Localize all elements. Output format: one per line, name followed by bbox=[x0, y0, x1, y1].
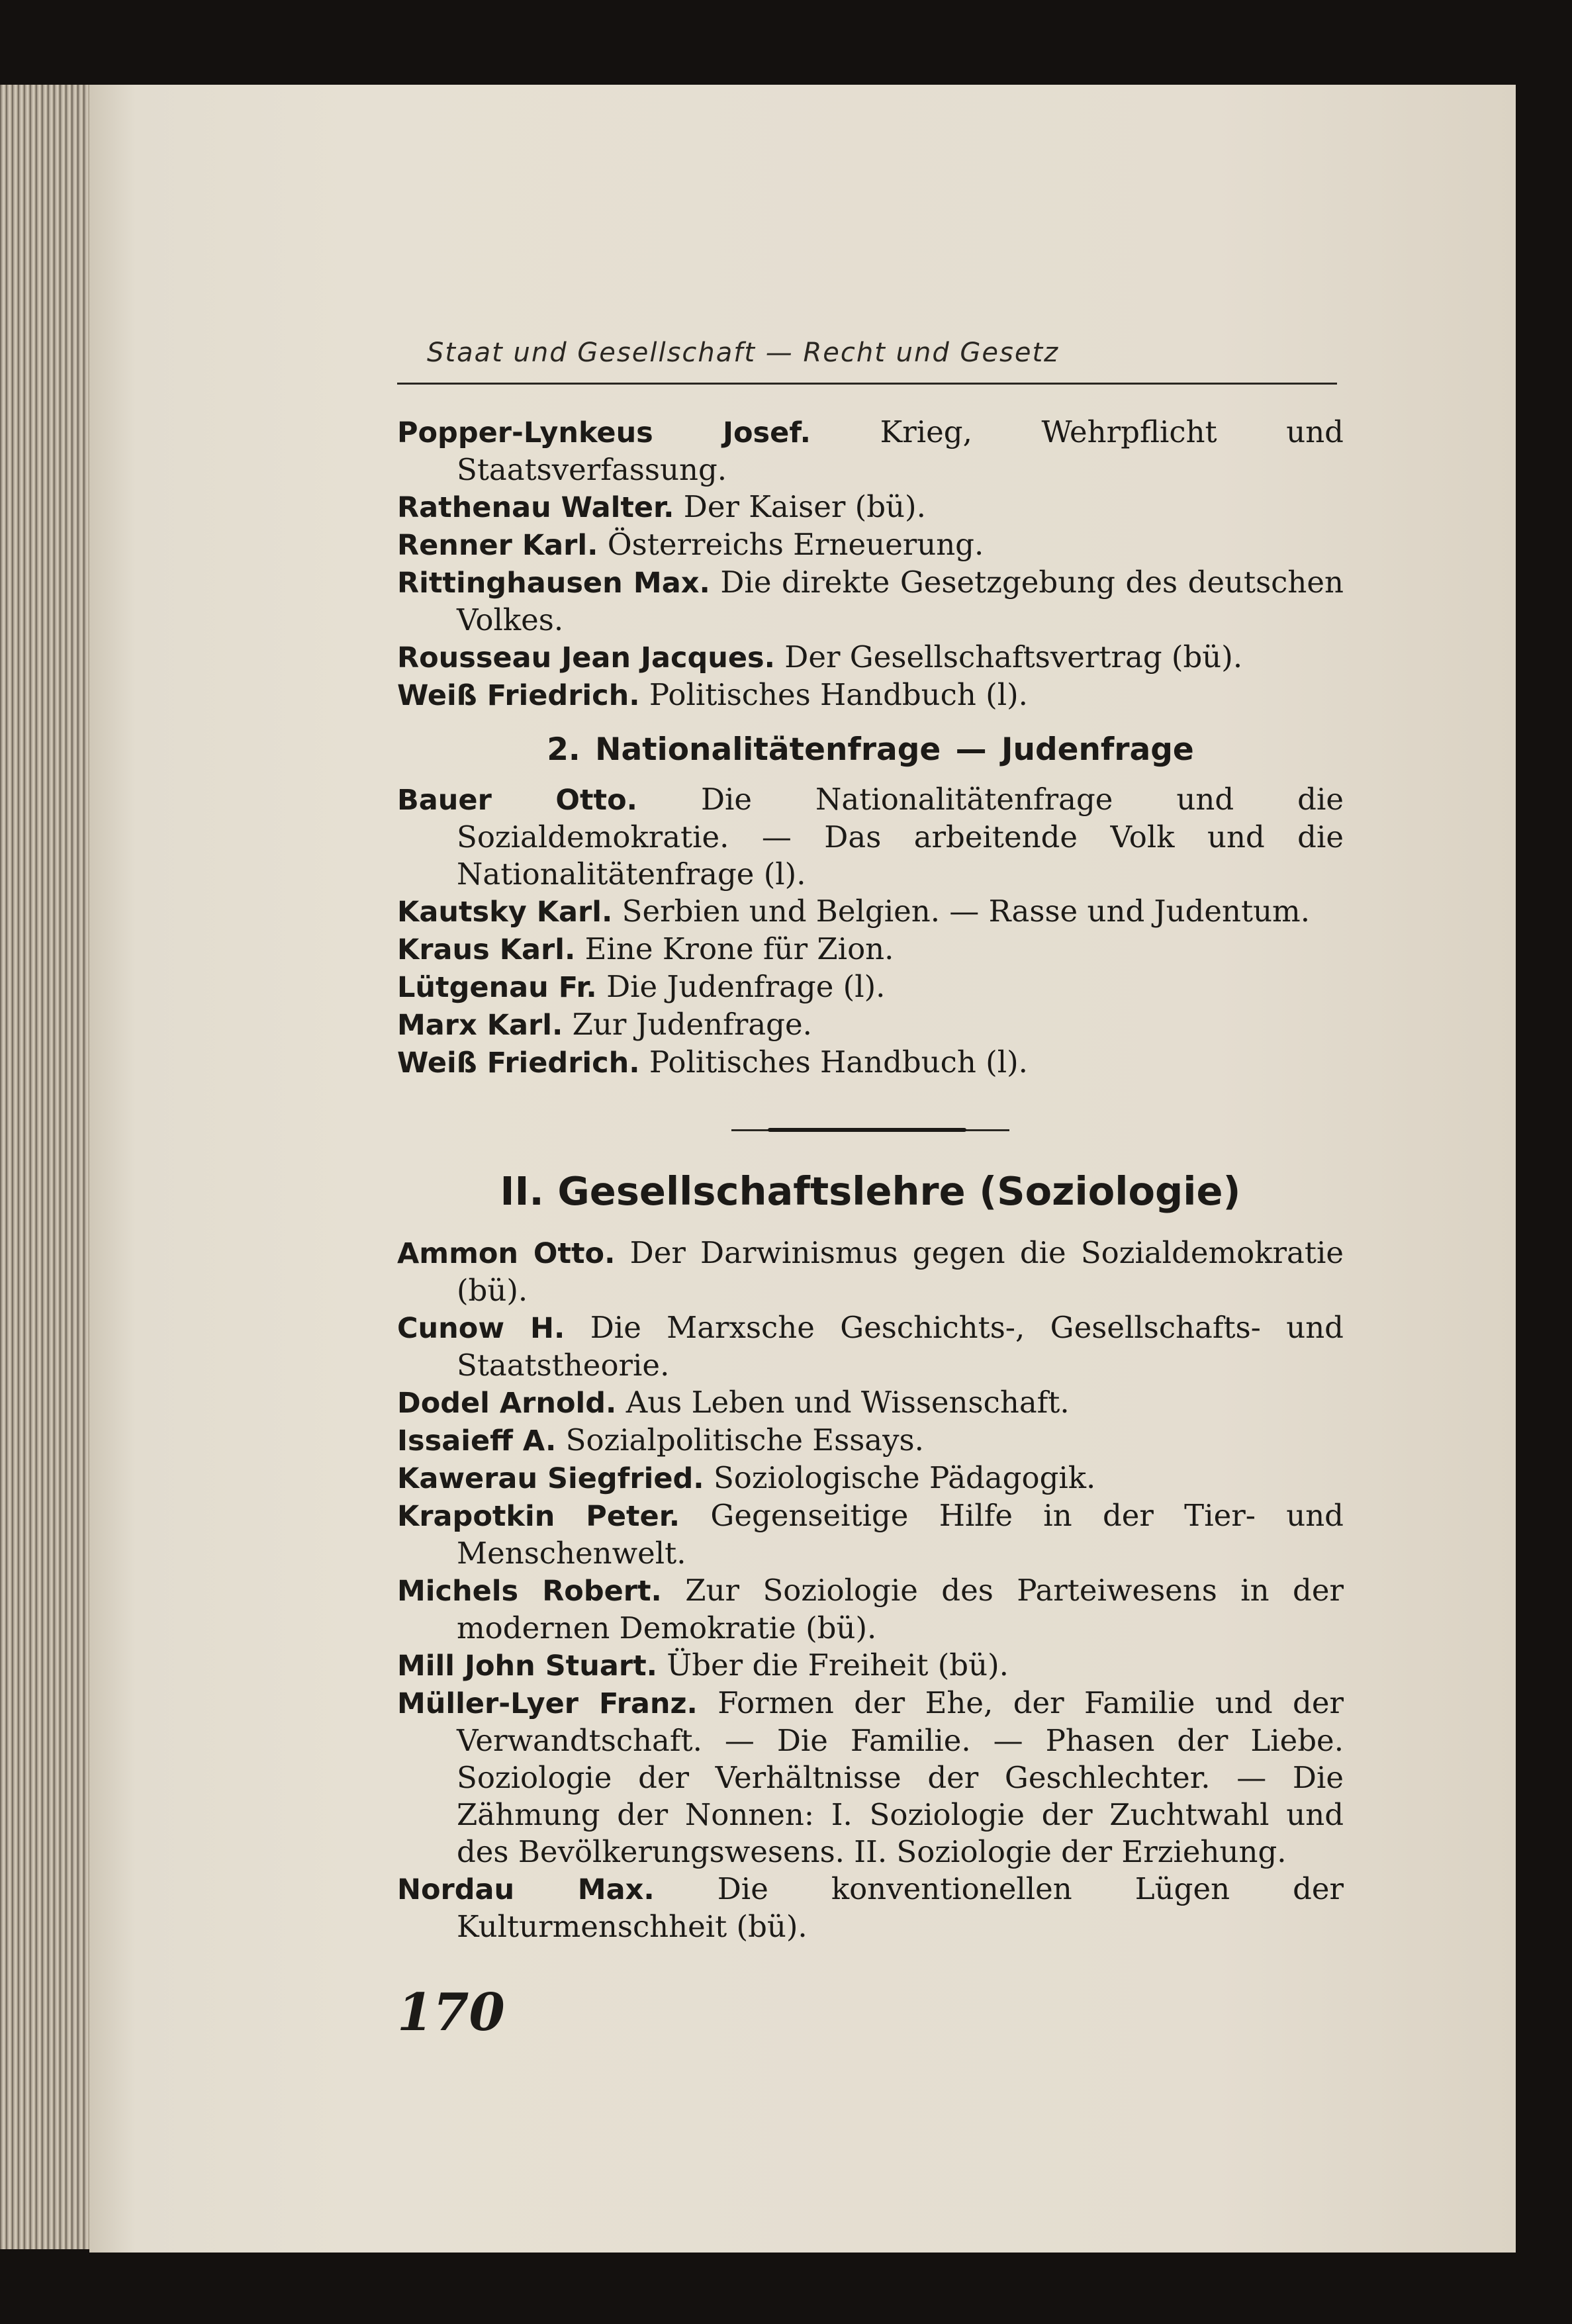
entry-title: Die Marxsche Geschichts-, Gesellschafts- und Staatstheorie. bbox=[457, 1310, 1344, 1383]
bibliography-entry bbox=[397, 1044, 1344, 1082]
entry-title: Die Nationalitätenfrage und die Sozialdemokratie. — Das arbeitende Volk und die Nationalitätenfrage (l). bbox=[457, 782, 1344, 892]
entry-title: Die Judenfrage (l). bbox=[606, 969, 886, 1004]
author-name: Popper-Lynkeus Josef. bbox=[397, 416, 811, 449]
entry-title: Die konventionellen Lügen der Kulturmenschheit (bü). bbox=[457, 1871, 1344, 1944]
chapter-heading: II. Gesellschaftslehre (Soziologie) bbox=[500, 1168, 1241, 1214]
bibliography-entry bbox=[397, 1460, 1344, 1497]
bibliography-entry bbox=[397, 1006, 1344, 1044]
entry-list-nationality bbox=[397, 781, 1344, 1082]
author-name: Kawerau Siegfried. bbox=[397, 1462, 704, 1495]
bibliography-entry bbox=[397, 1309, 1344, 1384]
entry-title: Aus Leben und Wissenschaft. bbox=[625, 1385, 1070, 1420]
author-name: Issaieff A. bbox=[397, 1424, 557, 1458]
entry-title: Politisches Handbuch (l). bbox=[649, 1045, 1028, 1080]
entry-title: Zur Soziologie des Parteiwesens in der modernen Demokratie (bü). bbox=[457, 1573, 1344, 1646]
author-name: Müller-Lyer Franz. bbox=[397, 1687, 698, 1720]
author-name: Kraus Karl. bbox=[397, 933, 576, 966]
page-number: 170 bbox=[397, 1982, 505, 2043]
author-name: Rittinghausen Max. bbox=[397, 567, 710, 600]
entry-title: Gegenseitige Hilfe in der Tier- und Menschenwelt. bbox=[457, 1498, 1344, 1571]
author-name: Rousseau Jean Jacques. bbox=[397, 641, 775, 674]
author-name: Krapotkin Peter. bbox=[397, 1500, 680, 1533]
chapter-divider-ornament bbox=[768, 1128, 966, 1132]
author-name: Bauer Otto. bbox=[397, 784, 637, 817]
bibliography-entry bbox=[397, 526, 1344, 564]
bibliography-entry bbox=[397, 639, 1344, 676]
bibliography-entry bbox=[397, 1384, 1344, 1422]
bibliography-entry bbox=[397, 414, 1344, 488]
author-name: Ammon Otto. bbox=[397, 1237, 616, 1270]
author-name: Michels Robert. bbox=[397, 1575, 662, 1608]
author-name: Cunow H. bbox=[397, 1312, 565, 1345]
bibliography-entry bbox=[397, 893, 1344, 931]
entry-title: Zur Judenfrage. bbox=[572, 1007, 812, 1042]
entry-title: Sozialpolitische Essays. bbox=[565, 1422, 924, 1458]
entry-title: Der Kaiser (bü). bbox=[683, 489, 926, 524]
bibliography-entry bbox=[397, 1685, 1344, 1871]
entry-title: Der Darwinismus gegen die Sozialdemokratie (bü). bbox=[457, 1235, 1344, 1308]
entry-title: Formen der Ehe, der Familie und der Verwandtschaft. — Die Familie. — Phasen der Liebe. Soziologie der Verhältnisse der Geschlechter. — Die Zähmung der Nonnen: I. Soziologie der Zuchtwahl und des Bevölkerungswesens. II. Soziologie der Erziehung. bbox=[457, 1685, 1344, 1869]
bibliography-entry bbox=[397, 676, 1344, 714]
author-name: Lütgenau Fr. bbox=[397, 971, 597, 1004]
bibliography-entry bbox=[397, 1871, 1344, 1945]
running-header: Staat und Gesellschaft — Recht und Gesetz bbox=[427, 338, 1060, 368]
bibliography-entry bbox=[397, 1234, 1344, 1309]
entry-list-sociology bbox=[397, 1234, 1344, 1945]
section-heading-nationality: 2. Nationalitätenfrage — Judenfrage bbox=[547, 731, 1194, 768]
author-name: Nordau Max. bbox=[397, 1873, 655, 1906]
author-name: Mill John Stuart. bbox=[397, 1650, 657, 1683]
bibliography-entry bbox=[397, 1422, 1344, 1460]
bibliography-entry bbox=[397, 931, 1344, 968]
bibliography-entry bbox=[397, 1497, 1344, 1572]
bibliography-entry bbox=[397, 968, 1344, 1006]
page-edges bbox=[0, 85, 99, 2249]
entry-title: Die direkte Gesetzgebung des deutschen Volkes. bbox=[457, 565, 1344, 637]
bibliography-entry bbox=[397, 488, 1344, 526]
bibliography-entry bbox=[397, 781, 1344, 893]
author-name: Dodel Arnold. bbox=[397, 1387, 617, 1420]
author-name: Weiß Friedrich. bbox=[397, 679, 640, 712]
entry-title: Über die Freiheit (bü). bbox=[667, 1648, 1009, 1683]
bibliography-entry bbox=[397, 564, 1344, 639]
bibliography-entry bbox=[397, 1572, 1344, 1647]
entry-title: Politisches Handbuch (l). bbox=[649, 677, 1028, 712]
entry-title: Soziologische Pädagogik. bbox=[713, 1460, 1096, 1495]
author-name: Rathenau Walter. bbox=[397, 491, 674, 524]
entry-title: Der Gesellschaftsvertrag (bü). bbox=[784, 639, 1243, 674]
author-name: Renner Karl. bbox=[397, 529, 598, 562]
page-content bbox=[397, 0, 1344, 2324]
entry-title: Eine Krone für Zion. bbox=[584, 931, 894, 966]
author-name: Marx Karl. bbox=[397, 1009, 563, 1042]
entry-title: Österreichs Erneuerung. bbox=[607, 527, 984, 562]
author-name: Kautsky Karl. bbox=[397, 896, 613, 929]
author-name: Weiß Friedrich. bbox=[397, 1046, 640, 1080]
entry-title: Serbien und Belgien. — Rasse und Judentum. bbox=[622, 894, 1311, 929]
header-rule bbox=[397, 383, 1337, 385]
entry-list-state-law bbox=[397, 414, 1344, 714]
entry-title: Krieg, Wehrpflicht und Staatsverfassung. bbox=[457, 414, 1344, 487]
bibliography-entry bbox=[397, 1647, 1344, 1685]
